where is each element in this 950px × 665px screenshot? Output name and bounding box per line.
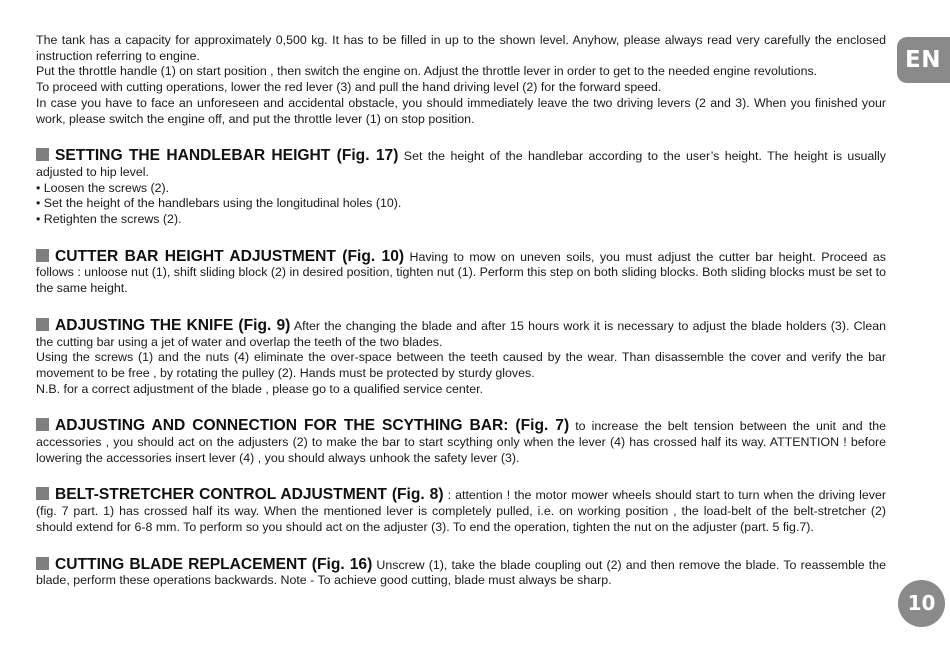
intro-paragraph: The tank has a capacity for approximately 0,500 kg. It has to be filled in up to the shown level. Anyhow, please always read very carefully the enclosed instruction referring to engine. (36, 33, 886, 63)
section-paragraph (36, 249, 886, 297)
section-heading: ADJUSTING AND CONNECTION FOR THE SCYTHING BAR: (Fig. 7) (55, 417, 570, 435)
section-text: Set the height of the handlebar according to the user’s height. The height is usually adjusted to hip level. (36, 149, 886, 179)
section-text: After the changing the blade and after 15 hours work it is necessary to adjust the blade holders (3). Clean the cutting bar using a jet of water and overlap the teeth of the two blades. (36, 318, 886, 349)
square-bullet-icon (36, 418, 49, 431)
section-scything-bar (36, 418, 886, 466)
section-heading: CUTTING BLADE REPLACEMENT (Fig. 16) (55, 555, 373, 573)
section-heading: ADJUSTING THE KNIFE (Fig. 9) (55, 316, 291, 334)
bullet-item: • Set the height of the handlebars using the longitudinal holes (10). (36, 196, 402, 211)
section-adjusting-knife (36, 318, 886, 398)
section-heading: BELT-STRETCHER CONTROL ADJUSTMENT (Fig. 8) (55, 486, 444, 504)
section-text: Unscrew (1), take the blade coupling out (2) and then remove the blade. To reassemble the blade, perform these operations backwards. Note - To achieve good cutting, blade must always be sharp. (36, 557, 886, 588)
bullet-item: • Loosen the screws (2). (36, 180, 170, 195)
square-bullet-icon (36, 249, 49, 262)
intro-paragraph: Put the throttle handle (1) on start position , then switch the engine on. Adjust the throttle lever in order to get to the needed engine revolutions. (36, 64, 818, 79)
section-heading: SETTING THE HANDLEBAR HEIGHT (Fig. 17) (55, 147, 399, 165)
section-paragraph (36, 318, 886, 350)
square-bullet-icon (36, 557, 49, 570)
bullet-item: • Retighten the screws (2). (36, 212, 182, 227)
section-text: : attention ! the motor mower wheels should start to turn when the driving lever (fig. 7 part. 1) has crossed half its way. When the mentioned lever is completely pulled, i.e. on working position , the load-belt of the belt-stretcher (2) should extend for 6-8 mm. To perform so you should act on the adjuster (3). To end the operation, tighten the nut on the adjuster (part. 5 fig.7). (36, 488, 886, 534)
section-text: Having to mow on uneven soils, you must adjust the cutter bar height. Proceed as follows : unloose nut (1), shift sliding block (2) in desired position, tighten nut (1). Perform this step on both sliding blocks. Both sliding blocks must be set to the same height. (36, 249, 886, 296)
section-belt-stretcher (36, 487, 886, 535)
intro-paragraph: To proceed with cutting operations, lower the red lever (3) and pull the hand driving level (2) for the forward speed. (36, 80, 662, 95)
section-paragraph (36, 418, 886, 466)
document-body (36, 33, 886, 589)
page-number-badge: 10 (898, 580, 945, 627)
square-bullet-icon (36, 318, 49, 331)
intro-block (36, 33, 886, 127)
section-paragraph (36, 148, 886, 180)
square-bullet-icon (36, 148, 49, 161)
section-text: to increase the belt tension between the unit and the accessories , you should act on the adjusters (2) to make the bar to start scything only when the lever (4) has crossed half its way. ATTENTION ! before lowering the accessories insert lever (4) , you should always unhook the safety lever (3). (36, 419, 886, 465)
square-bullet-icon (36, 487, 49, 500)
intro-paragraph: In case you have to face an unforeseen and accidental obstacle, you should immediately leave the two driving levers (2 and 3). When you finished your work, please switch the engine off, and put the throttle lever (1) on stop position. (36, 95, 886, 126)
language-tab: EN (897, 37, 950, 83)
section-handlebar-height (36, 148, 886, 228)
section-paragraph (36, 487, 886, 535)
section-heading: CUTTER BAR HEIGHT ADJUSTMENT (Fig. 10) (55, 247, 405, 265)
section-paragraph: Using the screws (1) and the nuts (4) eliminate the over-space between the teeth caused by the wear. Than disassemble the cover and verify the bar movement to be free , by rotating the pulley (2). Hands must be protected by sturdy gloves. (36, 350, 886, 380)
section-note: N.B. for a correct adjustment of the blade , please go to a qualified service center. (36, 381, 484, 396)
section-blade-replacement (36, 557, 886, 589)
section-paragraph (36, 557, 886, 589)
section-cutter-bar-height (36, 249, 886, 297)
